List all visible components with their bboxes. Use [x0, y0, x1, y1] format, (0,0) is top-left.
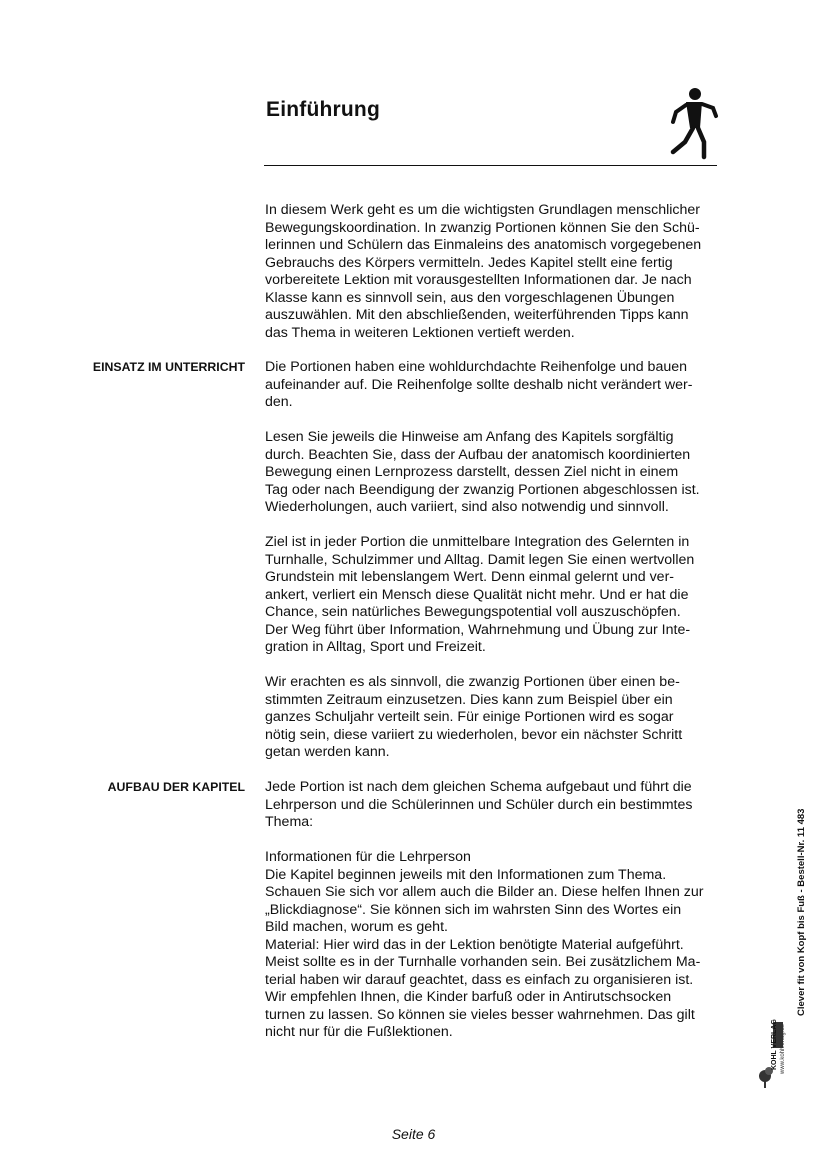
section-label-einsatz: EINSATZ IM UNTERRICHT: [92, 360, 245, 374]
paragraph-aufbau-2: Informationen für die Lehrperson Die Kapitel beginnen jeweils mit den Informationen zum Thema. Schauen Sie sich vor allem auch die Bilder an. Diese helfen Ihnen zur „Blickdiagnose“. Sie können sich im wahrsten Sinn des Wortes ein Bild machen, worum es geht. Material: Hier wird das in der Lektion benötigte Material aufgeführt. Meist sollte es in der Turnhalle vorhanden sein. Bei zusätzlichem Ma- terial haben wir darauf geachtet, dass es einfach zu organisieren ist. Wir empfehlen Ihnen, die Kinder barfuß oder in Antirutschsocken turnen zu lassen. So können sie vieles besser wahrnehmen. Das gilt nicht nur für die Fußlektionen.: [265, 849, 704, 1040]
paragraph-aufbau-1: Jede Portion ist nach dem gleichen Schema aufgebaut und führt die Lehrperson und die Schülerinnen und Schüler durch ein bestimmtes Thema:: [265, 779, 693, 830]
publisher-name: KOHL VERLAG: [771, 1019, 778, 1070]
paragraph-einsatz-4: Wir erachten es als sinnvoll, die zwanzig Portionen über einen be- stimmten Zeitraum einzusetzen. Dies kann zum Beispiel über ein ganzes Schuljahr verteilt sein. Für einige Portionen wird es sogar nötig sein, diese variiert zu wiederholen, bevor ein nächster Schritt getan werden kann.: [265, 674, 683, 760]
intro-paragraph: In diesem Werk geht es um die wichtigsten Grundlagen menschlicher Bewegungskoordination. In zwanzig Portionen können Sie den Schü- lerinnen und Schülern das Einmaleins des anatomisch vorgegebenen Gebrauchs des Körpers vermitteln. Jedes Kapitel stellt eine fertig vorbereitete Lektion mit vorausgestellten Informationen dar. Je nach Klasse kann es sinnvoll sein, aus den vorgeschlagenen Übungen auszuwählen. Mit den abschließenden, weiterführenden Tipps kann das Thema in weiteren Lektionen vertieft werden.: [265, 202, 702, 341]
title-divider: [264, 165, 717, 166]
paragraph-einsatz-1: Die Portionen haben eine wohldurchdachte Reihenfolge und bauen aufeinander auf. Die Reihenfolge sollte deshalb nicht verändert wer- den.: [265, 359, 693, 410]
paragraph-einsatz-2: Lesen Sie jeweils die Hinweise am Anfang des Kapitels sorgfältig durch. Beachten Sie, dass der Aufbau der anatomisch koordinierten Bewegung einen Lernprozess darstellt, dessen Ziel nicht in einem Tag oder nach Beendigung der zwanzig Portionen abgeschlossen ist. Wiederholungen, auch variiert, sind also notwendig und sinnvoll.: [265, 429, 700, 515]
page-number: Seite 6: [391, 1126, 436, 1142]
publisher-url: www.kohlverlag.de: [780, 1023, 786, 1074]
section-label-aufbau: AUFBAU DER KAPITEL: [107, 780, 245, 794]
running-figure-icon: [664, 86, 720, 160]
page-title: Einführung: [266, 98, 380, 121]
paragraph-einsatz-3: Ziel ist in jeder Portion die unmittelbare Integration des Gelernten in Turnhalle, Schulzimmer und Alltag. Damit legen Sie einen wertvollen Grundstein mit lebenslangem Wert. Denn einmal gelernt und ver- ankert, verliert ein Mensch diese Qualität nicht mehr. Und er hat die Chance, sein natürliches Bewegungspotential voll auszuschöpfen. Der Weg führt über Information, Wahrnehmung und Übung zur Inte- gration in Alltag, Sport und Freizeit.: [265, 534, 695, 655]
order-info: Clever fit von Kopf bis Fuß - Bestell-Nr. 11 483: [796, 808, 807, 1016]
